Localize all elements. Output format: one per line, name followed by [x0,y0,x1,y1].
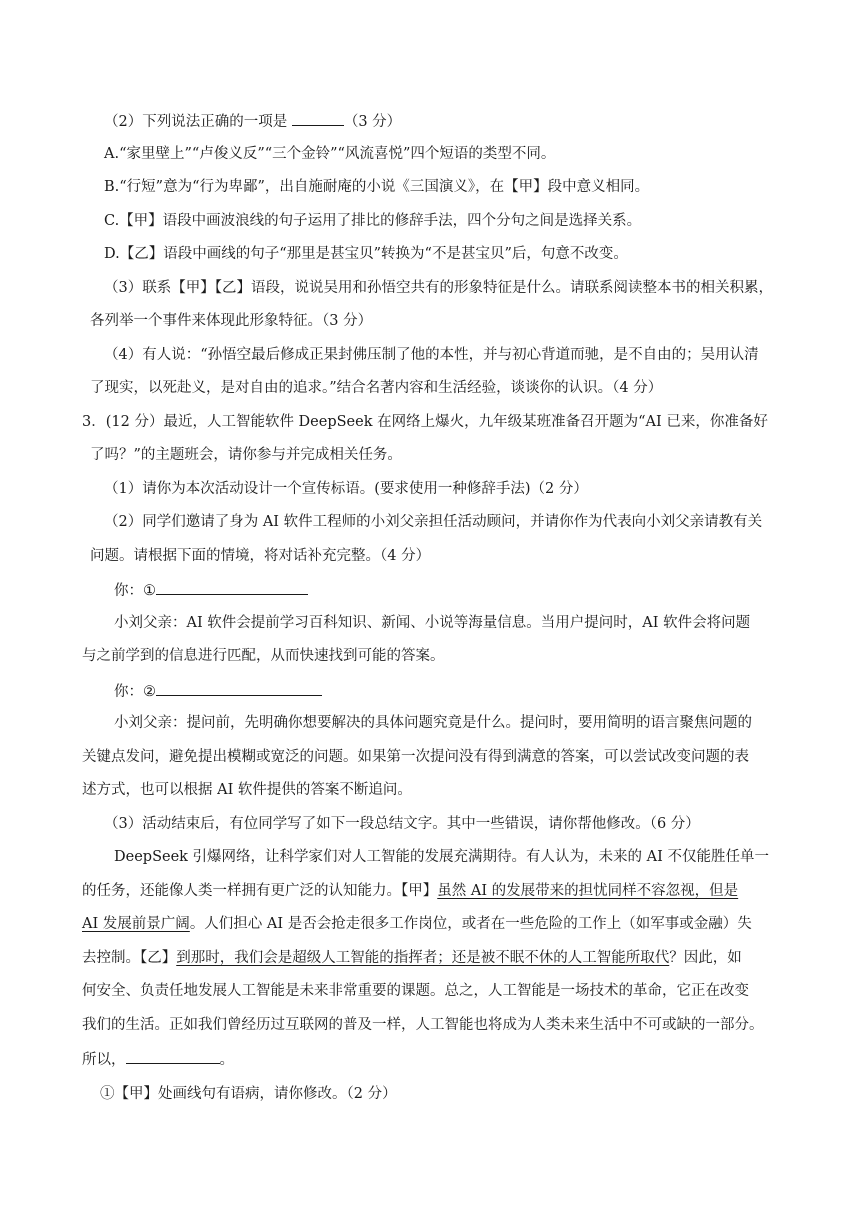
q2-sub4-line2: 了现实，以死赴义，是对自由的追求。”结合名著内容和生活经验，谈谈你的认识。（4 分） [90,380,663,396]
answer-blank[interactable] [292,110,344,126]
q2-sub2-line [104,110,401,132]
dialogue-father-2-line1: 小刘父亲：提问前，先明确你想要解决的具体问题究竟是什么。提问时，要用简明的语言聚焦问题的 [114,715,752,731]
dialogue-father-1-line1: 小刘父亲：AI 软件会提前学习百科知识、新闻、小说等海量信息。当用户提问时，AI 软件会将问题 [114,615,751,631]
underlined-sentence-yi: 到那时，我们会是超级人工智能的指挥者；还是被不眠不休的人工智能所取代 [176,950,670,966]
speaker-you: 你： [114,583,143,599]
passage-line4 [82,948,742,968]
dialogue-father-2-line3: 述方式，也可以根据 AI 软件提供的答案不断追问。 [82,782,412,798]
q3-heading-line1: 3．(12 分）最近，人工智能软件 DeepSeek 在网络上爆火，九年级某班准备召开题为“AI 已来，你准备好 [82,414,768,430]
passage-text: 。 [219,1052,234,1068]
answer-blank[interactable] [156,680,322,696]
passage-text: 所以， [82,1052,126,1068]
circled-number: ② [143,684,156,700]
dialogue-father-2-line2: 关键点发问，避免提出模糊或宽泛的问题。如果第一次提问没有得到满意的答案，可以尝试改变问题的表 [82,749,749,765]
passage-line2 [82,881,738,901]
answer-blank[interactable] [156,579,308,595]
answer-blank[interactable] [126,1048,220,1064]
q3-sub1: （1）请你为本次活动设计一个宣传标语。(要求使用一种修辞手法)（2 分） [104,481,588,497]
q2-option-a: A.“家里壁上”“卢俊义反”“三个金铃”“风流喜悦”四个短语的类型不同。 [104,146,556,162]
q3-heading-line2: 了吗？”的主题班会，请你参与并完成相关任务。 [90,447,402,463]
q2-sub4-line1: （4）有人说：“孙悟空最后修成正果封佛压制了他的本性，并与初心背道而驰，是不自由的；吴用认清 [104,347,759,363]
underlined-sentence-jia: 虽然 AI 的发展带来的担忧同样不容忽视，但是 [437,883,739,899]
passage-text: 的任务，还能像人类一样拥有更广泛的认知能力。【甲】 [82,883,438,899]
passage-text: ？因此，如 [669,950,742,966]
passage-line6: 我们的生活。正如我们曾经历过互联网的普及一样，人工智能也将成为人类未来生活中不可或缺的一部分。 [82,1017,764,1033]
dialogue-you-2 [114,680,322,702]
dialogue-father-1-line2: 与之前学到的信息进行匹配，从而快速找到可能的答案。 [82,648,445,664]
passage-line7 [82,1048,234,1070]
q3-sub2-line2: 问题。请根据下面的情境，将对话补充完整。（4 分） [90,548,431,564]
circled-number: ① [143,583,156,599]
q2-option-c: C.【甲】语段中画波浪线的句子运用了排比的修辞手法，四个分句之间是选择关系。 [104,213,642,229]
underlined-sentence-jia-end: AI 发展前景广阔 [82,916,190,932]
task-1: ①【甲】处画线句有语病，请你修改。（2 分） [100,1086,397,1102]
q2-sub3-line1: （3）联系【甲】【乙】语段，说说吴用和孙悟空共有的形象特征是什么。请联系阅读整本书的相关积累， [104,280,773,296]
speaker-you: 你： [114,684,143,700]
q3-sub2-line1: （2）同学们邀请了身为 AI 软件工程师的小刘父亲担任活动顾问，并请你作为代表向小刘父亲请教有关 [104,514,763,530]
passage-line5: 何安全、负责任地发展人工智能是未来非常重要的课题。总之，人工智能是一场技术的革命，它正在改变 [82,983,749,999]
q2-sub2-suffix: （3 分） [343,114,402,130]
passage-text: 去控制。【乙】 [82,950,177,966]
passage-line1: DeepSeek 引爆网络，让科学家们对人工智能的发展充满期待。有人认为，未来的 AI 不仅能胜任单一 [114,849,769,865]
q2-sub2-prefix: （2）下列说法正确的一项是 [104,114,292,130]
q2-option-d: D.【乙】语段中画线的句子“那里是甚宝贝”转换为“不是甚宝贝”后，句意不改变。 [104,246,628,262]
passage-line3 [82,914,752,934]
q3-sub3: （3）活动结束后，有位同学写了如下一段总结文字。其中一些错误，请你帮他修改。（6 分） [104,816,700,832]
q2-sub3-line2: 各列举一个事件来体现此形象特征。（3 分） [90,313,373,329]
dialogue-you-1 [114,579,308,601]
passage-text: 。人们担心 AI 是否会抢走很多工作岗位，或者在一些危险的工作上（如军事或金融）失 [189,916,752,932]
q2-option-b: B.“行短”意为“行为卑鄙”，出自施耐庵的小说《三国演义》，在【甲】段中意义相同。 [104,179,650,195]
